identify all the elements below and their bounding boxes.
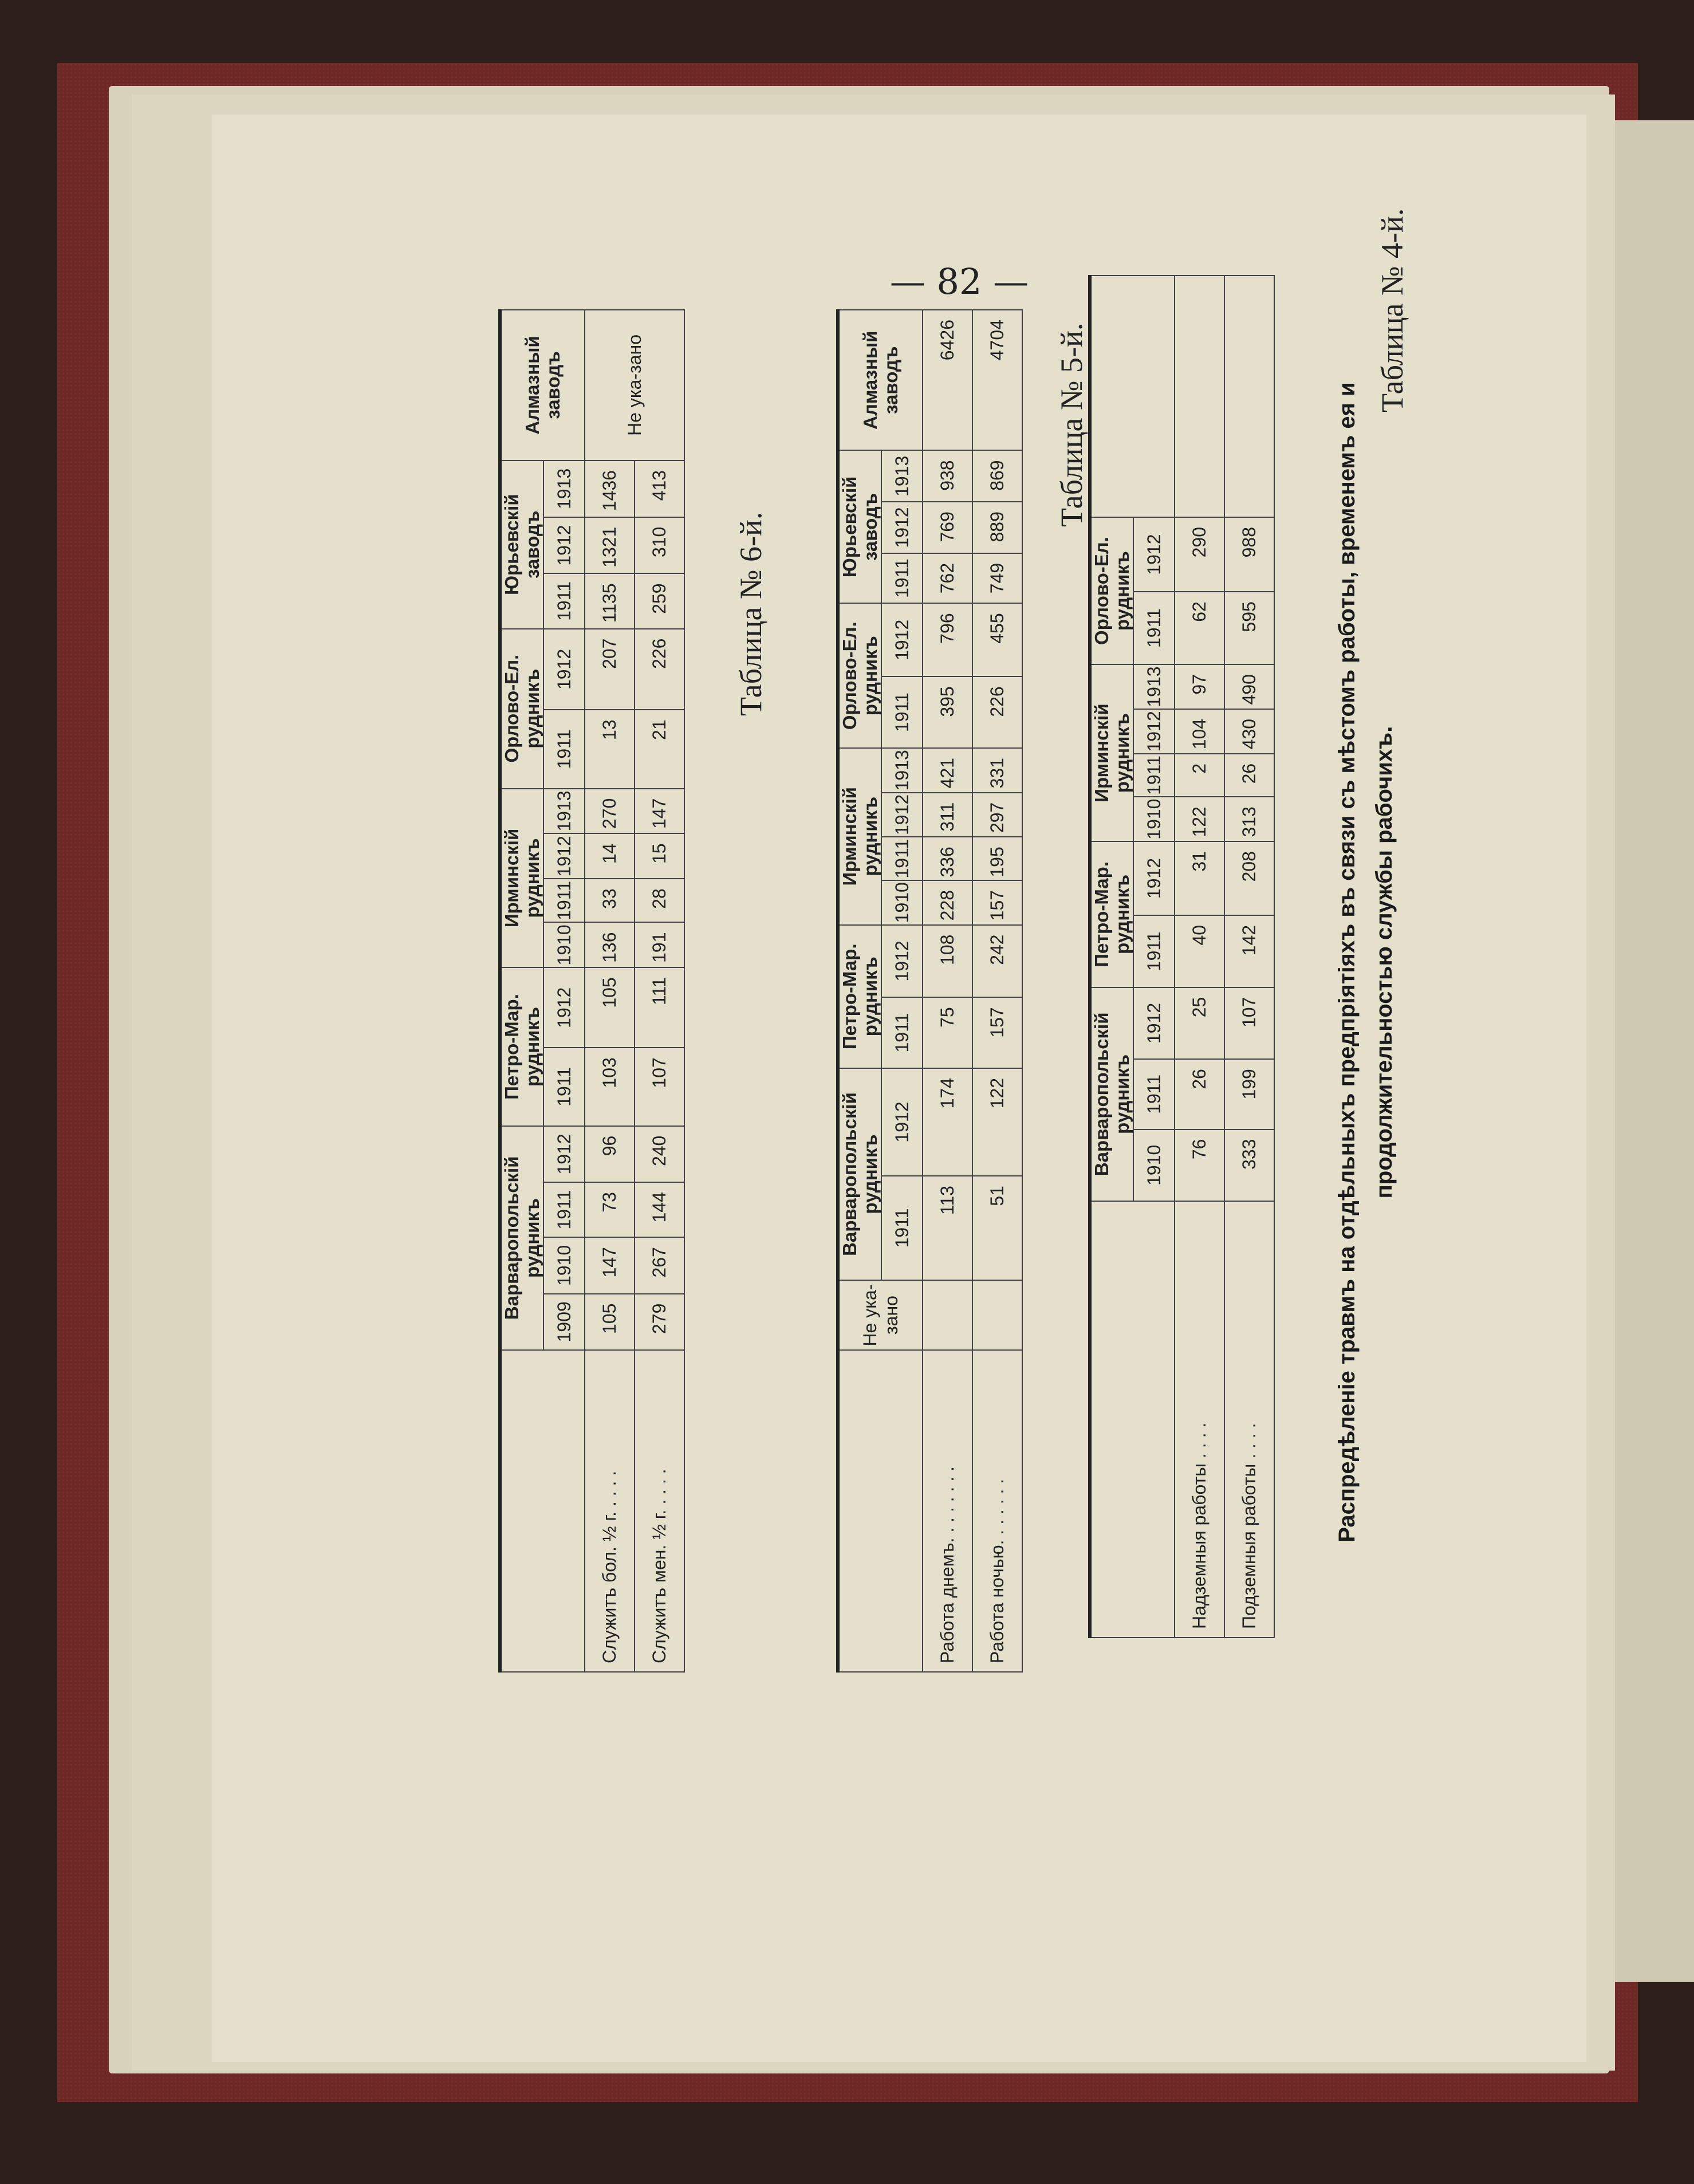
table5-year: 1912 [881, 793, 923, 837]
table5-cell: 157 [972, 997, 1022, 1068]
table5-cell: 122 [972, 1068, 1022, 1176]
table5-year: 1911 [881, 553, 923, 604]
table4-cell: 490 [1224, 664, 1274, 709]
table5-cell: 51 [972, 1176, 1022, 1280]
table4-cell: 208 [1224, 841, 1274, 915]
table5-cell: 6426 [923, 310, 972, 450]
table5-label: Таблица № 5-й. [1054, 322, 1089, 527]
table6-cell: 1436 [585, 461, 635, 517]
table5-cell: 762 [923, 553, 972, 604]
table5-cell: 455 [972, 603, 1022, 676]
table4-label: Таблица № 4-й. [1375, 208, 1409, 412]
table6-cell: 105 [585, 967, 635, 1048]
table5-year: 1911 [881, 676, 923, 748]
table4-cell: 62 [1175, 592, 1224, 664]
table5-cell: 331 [972, 748, 1022, 793]
table4-blank-cell [1224, 276, 1274, 517]
table6-cell: 105 [585, 1294, 635, 1350]
table6-cell: 111 [635, 967, 684, 1048]
table5-cell: 796 [923, 603, 972, 676]
table6-cell: 226 [635, 629, 684, 710]
table5-cell: 242 [972, 925, 1022, 998]
table6-not-indicated: Не ука-зано [585, 310, 684, 461]
table6-year: 1912 [543, 517, 585, 574]
table4-cell: 31 [1175, 841, 1224, 915]
table6-year: 1912 [543, 1126, 585, 1182]
table6-cell: 96 [585, 1126, 635, 1182]
table4-cell: 40 [1175, 915, 1224, 987]
table6-cell: 13 [585, 710, 635, 788]
table6-year: 1911 [543, 1048, 585, 1126]
table4-year: 1912 [1133, 841, 1175, 915]
table4-year: 1911 [1133, 915, 1175, 987]
table5-group-header: Юрьевскій заводъ [838, 450, 881, 603]
table5-cell: 769 [923, 502, 972, 553]
table6-cell: 33 [585, 879, 635, 922]
table6-cell: 103 [585, 1048, 635, 1126]
table4-blank-cell [1175, 276, 1224, 517]
table5-cell: 75 [923, 997, 972, 1068]
table6-year: 1910 [543, 922, 585, 967]
table5-cell: 4704 [972, 310, 1022, 450]
document-title: Распредѣленіе травмъ на отдѣльныхъ предпріятіяхъ въ связи съ мѣстомъ работы, временемъ ея и продолжительностью службы рабочихъ. [1334, 382, 1397, 1542]
table6-year: 1911 [543, 710, 585, 788]
table4-cell: 290 [1175, 517, 1224, 592]
table6-row-label: Служитъ мен. ½ г. . . . . [635, 1350, 684, 1672]
table6-cell: 310 [635, 517, 684, 574]
table6-cell: 147 [635, 789, 684, 834]
table6-year: 1911 [543, 573, 585, 628]
table5-cell [972, 1280, 1022, 1350]
table5-year: 1911 [881, 837, 923, 880]
table4-year: 1912 [1133, 709, 1175, 754]
table6-cell: 14 [585, 833, 635, 879]
table4-cell: 142 [1224, 915, 1274, 987]
table4-year: 1910 [1133, 797, 1175, 841]
table6-cell: 413 [635, 461, 684, 517]
table6-year: 1912 [543, 967, 585, 1048]
table5-year: 1912 [881, 603, 923, 676]
table4-year: 1911 [1133, 1059, 1175, 1129]
table4-cell: 333 [1224, 1130, 1274, 1201]
table5-cell: 395 [923, 676, 972, 748]
table5-cell: 113 [923, 1176, 972, 1280]
table6-cell: 207 [585, 629, 635, 710]
table6-cell: 191 [635, 922, 684, 967]
table4-cell: 26 [1224, 754, 1274, 797]
table6-cell: 279 [635, 1294, 684, 1350]
table6-corner [500, 1350, 585, 1672]
table4 [1088, 275, 1275, 1638]
table6-year: 1913 [543, 461, 585, 517]
table4-cell: 76 [1175, 1130, 1224, 1201]
table6-cell: 136 [585, 922, 635, 967]
table5-year: 1911 [881, 1176, 923, 1280]
table6-year: 1912 [543, 629, 585, 710]
table4-group-header: Варваропольскій рудникъ [1090, 987, 1133, 1201]
table4-cell: 104 [1175, 709, 1224, 754]
table6-year: 1911 [543, 879, 585, 922]
table6-row-label: Служитъ бол. ½ г. . . . . [585, 1350, 635, 1672]
table4-group-header: Ирминскій рудникъ [1090, 664, 1133, 841]
table4-group-header: Петро-Мар. рудникъ [1090, 841, 1133, 987]
table5-cell [923, 1280, 972, 1350]
table5-year: 1911 [881, 997, 923, 1068]
table6-cell: 21 [635, 710, 684, 788]
table5-year: 1912 [881, 925, 923, 998]
table5-cell: 228 [923, 880, 972, 925]
table4-cell: 122 [1175, 797, 1224, 841]
table6-cell: 259 [635, 573, 684, 628]
table4-cell: 199 [1224, 1059, 1274, 1129]
table5-cell: 336 [923, 837, 972, 880]
table4-cell: 107 [1224, 987, 1274, 1060]
page-number: — 82 — [889, 261, 1029, 302]
table5-cell: 421 [923, 748, 972, 793]
table6-cell: 107 [635, 1048, 684, 1126]
table5-cell: 108 [923, 925, 972, 998]
table6-group-header: Юрьевскій заводъ [500, 461, 543, 629]
table6-year: 1911 [543, 1182, 585, 1237]
table5-year: 1912 [881, 1068, 923, 1176]
table4-group-header: Орлово-Ел. рудникъ [1090, 517, 1133, 664]
table4-cell: 430 [1224, 709, 1274, 754]
table4-year: 1912 [1133, 987, 1175, 1060]
table4-cell: 2 [1175, 754, 1224, 797]
table4-cell: 313 [1224, 797, 1274, 841]
table4-cell: 26 [1175, 1059, 1224, 1129]
table6-cell: 267 [635, 1237, 684, 1293]
table6-cell: 15 [635, 833, 684, 879]
table5-group-header: Алмазный заводъ [838, 310, 923, 450]
table5 [836, 309, 1023, 1673]
table5-corner [838, 1350, 923, 1672]
table5-year: 1913 [881, 450, 923, 502]
table6-cell: 28 [635, 879, 684, 922]
table5-row-label: Работа днемъ. . . . . . . . [923, 1350, 972, 1672]
table5-cell: 889 [972, 502, 1022, 553]
table4-year: 1911 [1133, 592, 1175, 664]
table6-group-header: Алмазный заводъ [500, 310, 585, 461]
table5-cell: 869 [972, 450, 1022, 502]
table4-row-label: Надземныя работы . . . . [1175, 1201, 1224, 1638]
table5-group-header: Ирминскій рудникъ [838, 748, 881, 925]
table6-cell: 144 [635, 1182, 684, 1237]
table5-cell: 297 [972, 793, 1022, 837]
table5-cell: 938 [923, 450, 972, 502]
table4-blank-col [1090, 276, 1175, 517]
table4-year: 1913 [1133, 664, 1175, 709]
table6-label: Таблица № 6-й. [734, 511, 768, 716]
table5-group-header: Варваропольскій рудникъ [838, 1068, 881, 1280]
table6-cell: 147 [585, 1237, 635, 1293]
table4-year: 1912 [1133, 517, 1175, 592]
rotated-content [424, 208, 1460, 1890]
table4-cell: 97 [1175, 664, 1224, 709]
table6-cell: 240 [635, 1126, 684, 1182]
table5-row-label: Работа ночью. . . . . . . [972, 1350, 1022, 1672]
table6-cell: 270 [585, 789, 635, 834]
table4-cell: 595 [1224, 592, 1274, 664]
table5-not-indicated-header: Не ука-зано [838, 1280, 923, 1350]
table4-year: 1910 [1133, 1130, 1175, 1201]
table6-group-header: Ирминскій рудникъ [500, 789, 543, 968]
table6-cell: 1135 [585, 573, 635, 628]
table4-cell: 988 [1224, 517, 1274, 592]
table4-year: 1911 [1133, 754, 1175, 797]
table5-year: 1910 [881, 880, 923, 925]
table6-year: 1909 [543, 1294, 585, 1350]
table4-cell: 25 [1175, 987, 1224, 1060]
table5-cell: 195 [972, 837, 1022, 880]
table6-year: 1913 [543, 789, 585, 834]
table6-cell: 73 [585, 1182, 635, 1237]
table6-year: 1910 [543, 1237, 585, 1293]
table6 [498, 309, 685, 1673]
table5-cell: 311 [923, 793, 972, 837]
table5-cell: 749 [972, 553, 1022, 604]
table6-group-header: Варваропольскій рудникъ [500, 1126, 543, 1350]
table6-group-header: Петро-Мар. рудникъ [500, 967, 543, 1126]
table5-cell: 157 [972, 880, 1022, 925]
table5-cell: 174 [923, 1068, 972, 1176]
table4-corner [1090, 1201, 1175, 1638]
table6-group-header: Орлово-Ел. рудникъ [500, 629, 543, 789]
table6-cell: 1321 [585, 517, 635, 574]
table6-year: 1912 [543, 833, 585, 879]
table5-group-header: Петро-Мар. рудникъ [838, 925, 881, 1068]
table5-year: 1913 [881, 748, 923, 793]
table5-year: 1912 [881, 502, 923, 553]
table5-group-header: Орлово-Ел. рудникъ [838, 603, 881, 748]
table5-cell: 226 [972, 676, 1022, 748]
table4-row-label: Подземныя работы . . . . [1224, 1201, 1274, 1638]
